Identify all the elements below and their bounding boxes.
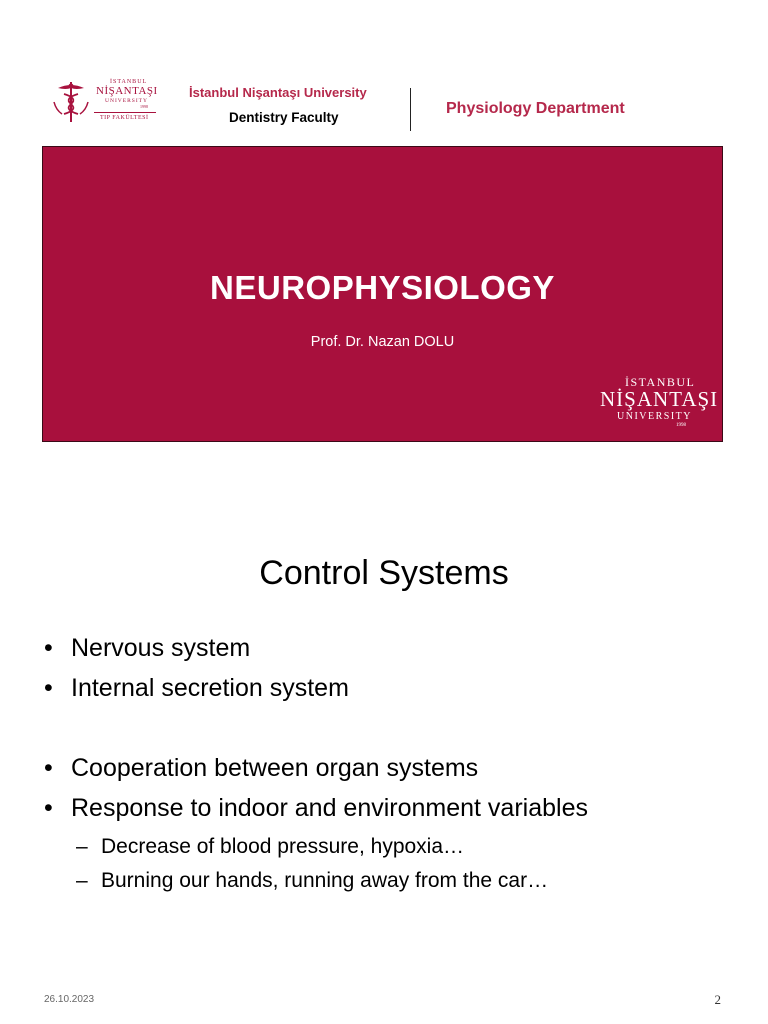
slide-header xyxy=(0,0,768,140)
bullet-text: Cooperation between organ systems xyxy=(71,754,479,782)
bullet-text: Response to indoor and environment variables xyxy=(71,794,588,822)
sub-bullet-item xyxy=(76,869,548,893)
logo-line-faculty: TIP FAKÜLTESİ xyxy=(100,115,149,121)
bullet-text: Nervous system xyxy=(71,634,251,662)
sub-bullet-marker: – xyxy=(76,835,88,858)
sub-bullet-text: Decrease of blood pressure, hypoxia… xyxy=(101,835,465,858)
watermark-nisantasi: NİŞANTAŞI xyxy=(600,387,719,411)
bullet-marker: • xyxy=(44,674,53,702)
sub-bullet-text: Burning our hands, running away from the car… xyxy=(101,869,549,892)
title-banner xyxy=(42,146,723,442)
university-name: İstanbul Nişantaşı University xyxy=(189,85,367,100)
sub-bullet-marker: – xyxy=(76,869,88,892)
logo-line-nisantasi: NİŞANTAŞI xyxy=(96,85,158,97)
university-watermark-logo xyxy=(598,373,719,435)
logo-divider xyxy=(94,112,156,113)
bullet-item xyxy=(44,634,250,663)
faculty-logo xyxy=(52,78,160,126)
watermark-year: 1998 xyxy=(676,423,686,428)
page-number: 2 xyxy=(714,992,721,1007)
bullet-marker: • xyxy=(44,794,53,822)
author-name: Prof. Dr. Nazan DOLU xyxy=(310,334,455,350)
header-divider xyxy=(410,88,411,131)
caduceus-icon xyxy=(52,80,90,124)
watermark-university: UNIVERSITY xyxy=(617,411,692,422)
bullet-item xyxy=(44,754,478,783)
watermark-istanbul: İSTANBUL xyxy=(625,375,696,389)
logo-line-istanbul: İSTANBUL xyxy=(110,79,148,85)
sub-bullet-item xyxy=(76,835,464,859)
department-name: Physiology Department xyxy=(446,100,625,117)
faculty-name: Dentistry Faculty xyxy=(229,110,339,125)
bullet-marker: • xyxy=(44,754,53,782)
course-title: NEUROPHYSIOLOGY xyxy=(210,269,555,306)
logo-line-year: 1998 xyxy=(140,104,148,109)
footer-date: 26.10.2023 xyxy=(44,994,95,1005)
bullet-item xyxy=(44,794,588,823)
bullet-text: Internal secretion system xyxy=(71,674,349,702)
bullet-marker: • xyxy=(44,634,53,662)
logo-line-university: UNIVERSITY xyxy=(105,98,148,104)
slide-title: Control Systems xyxy=(259,554,509,592)
bullet-item xyxy=(44,674,349,703)
